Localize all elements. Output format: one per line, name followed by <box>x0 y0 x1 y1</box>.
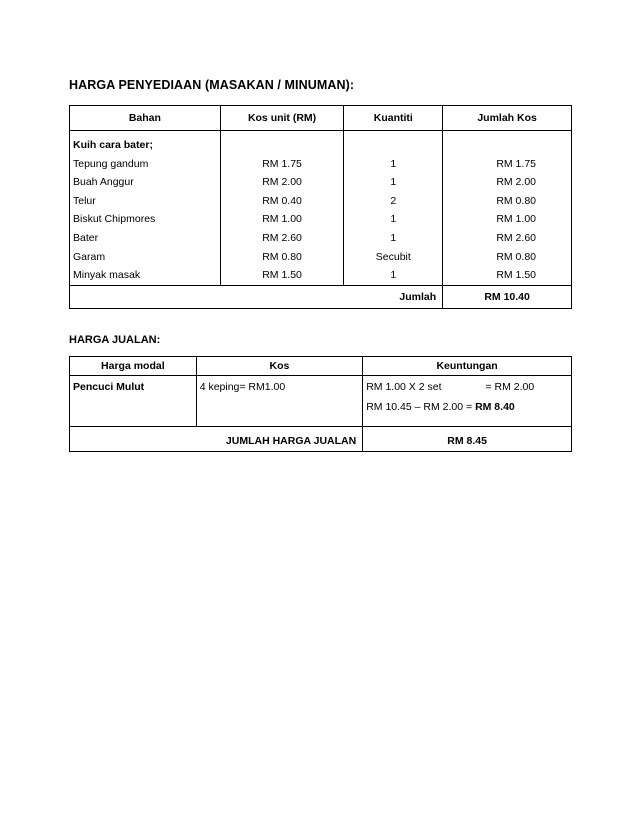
header-kos-unit: Kos unit (RM) <box>220 106 344 131</box>
header-kuantiti: Kuantiti <box>344 106 443 131</box>
total-cost: RM 0.80 <box>496 250 536 263</box>
sales-table-header-row <box>70 357 572 376</box>
cost-table-body-row <box>70 131 572 286</box>
item-name: Minyak masak <box>73 269 141 282</box>
group-label: Kuih cara bater; <box>73 139 153 151</box>
sales-cost: 4 keping= RM1.00 <box>199 381 286 393</box>
header-jumlah-kos: Jumlah Kos <box>443 106 572 131</box>
quantity: 1 <box>390 157 397 170</box>
quantity: 1 <box>390 213 397 226</box>
total-value: RM 10.40 <box>443 285 572 308</box>
unit-cost: RM 0.80 <box>262 250 302 263</box>
profit-line-1-left: RM 1.00 X 2 set <box>366 381 442 393</box>
unit-cost: RM 1.00 <box>262 213 302 226</box>
unit-cost: RM 0.40 <box>262 194 302 207</box>
sales-item: Pencuci Mulut <box>73 381 145 393</box>
quantity: 1 <box>390 269 397 282</box>
total-cost: RM 2.60 <box>496 231 536 244</box>
profit-line-2-right: RM 8.40 <box>475 401 515 413</box>
item-name: Buah Anggur <box>73 176 134 189</box>
item-column <box>70 131 221 286</box>
profit-line-1-right: = RM 2.00 <box>485 381 535 393</box>
total-label: Jumlah <box>70 285 443 308</box>
quantity: 2 <box>390 194 397 207</box>
header-kos: Kos <box>196 357 363 376</box>
sales-table <box>69 356 572 452</box>
sales-section-title: HARGA JUALAN: <box>69 334 161 346</box>
header-keuntungan: Keuntungan <box>363 357 572 376</box>
quantity: 1 <box>390 231 397 244</box>
cost-table <box>69 105 572 309</box>
total-cost: RM 0.80 <box>496 194 536 207</box>
total-cost: RM 1.00 <box>496 213 536 226</box>
total-cost-column <box>443 131 572 286</box>
cost-total-row <box>70 285 572 308</box>
total-cost: RM 1.50 <box>496 269 536 282</box>
cost-table-header-row <box>70 106 572 131</box>
profit-line-2-left: RM 10.45 – RM 2.00 = <box>366 401 473 413</box>
total-cost: RM 1.75 <box>496 157 536 170</box>
quantity: 1 <box>390 176 397 189</box>
item-name: Garam <box>73 250 106 263</box>
sales-sum-value: RM 8.45 <box>363 427 572 452</box>
item-name: Telur <box>73 194 96 207</box>
unit-cost-column <box>220 131 344 286</box>
unit-cost: RM 2.60 <box>262 231 302 244</box>
page-title: HARGA PENYEDIAAN (MASAKAN / MINUMAN): <box>69 78 355 92</box>
quantity-column <box>344 131 443 286</box>
sales-sum-label: JUMLAH HARGA JUALAN <box>70 427 363 452</box>
item-name: Biskut Chipmores <box>73 213 156 226</box>
unit-cost: RM 1.50 <box>262 269 302 282</box>
sales-cost-cell <box>196 376 363 427</box>
header-harga-modal: Harga modal <box>70 357 197 376</box>
profit-line-2 <box>366 399 568 419</box>
sales-item-cell <box>70 376 197 427</box>
sales-sum-row <box>70 427 572 452</box>
header-bahan: Bahan <box>70 106 221 131</box>
unit-cost: RM 1.75 <box>262 157 302 170</box>
profit-line-1 <box>366 379 568 399</box>
item-name: Tepung gandum <box>73 157 149 170</box>
quantity: Secubit <box>375 250 411 263</box>
sales-profit-cell <box>363 376 572 427</box>
total-cost: RM 2.00 <box>496 176 536 189</box>
unit-cost: RM 2.00 <box>262 176 302 189</box>
item-name: Bater <box>73 231 99 244</box>
sales-table-row <box>70 376 572 427</box>
